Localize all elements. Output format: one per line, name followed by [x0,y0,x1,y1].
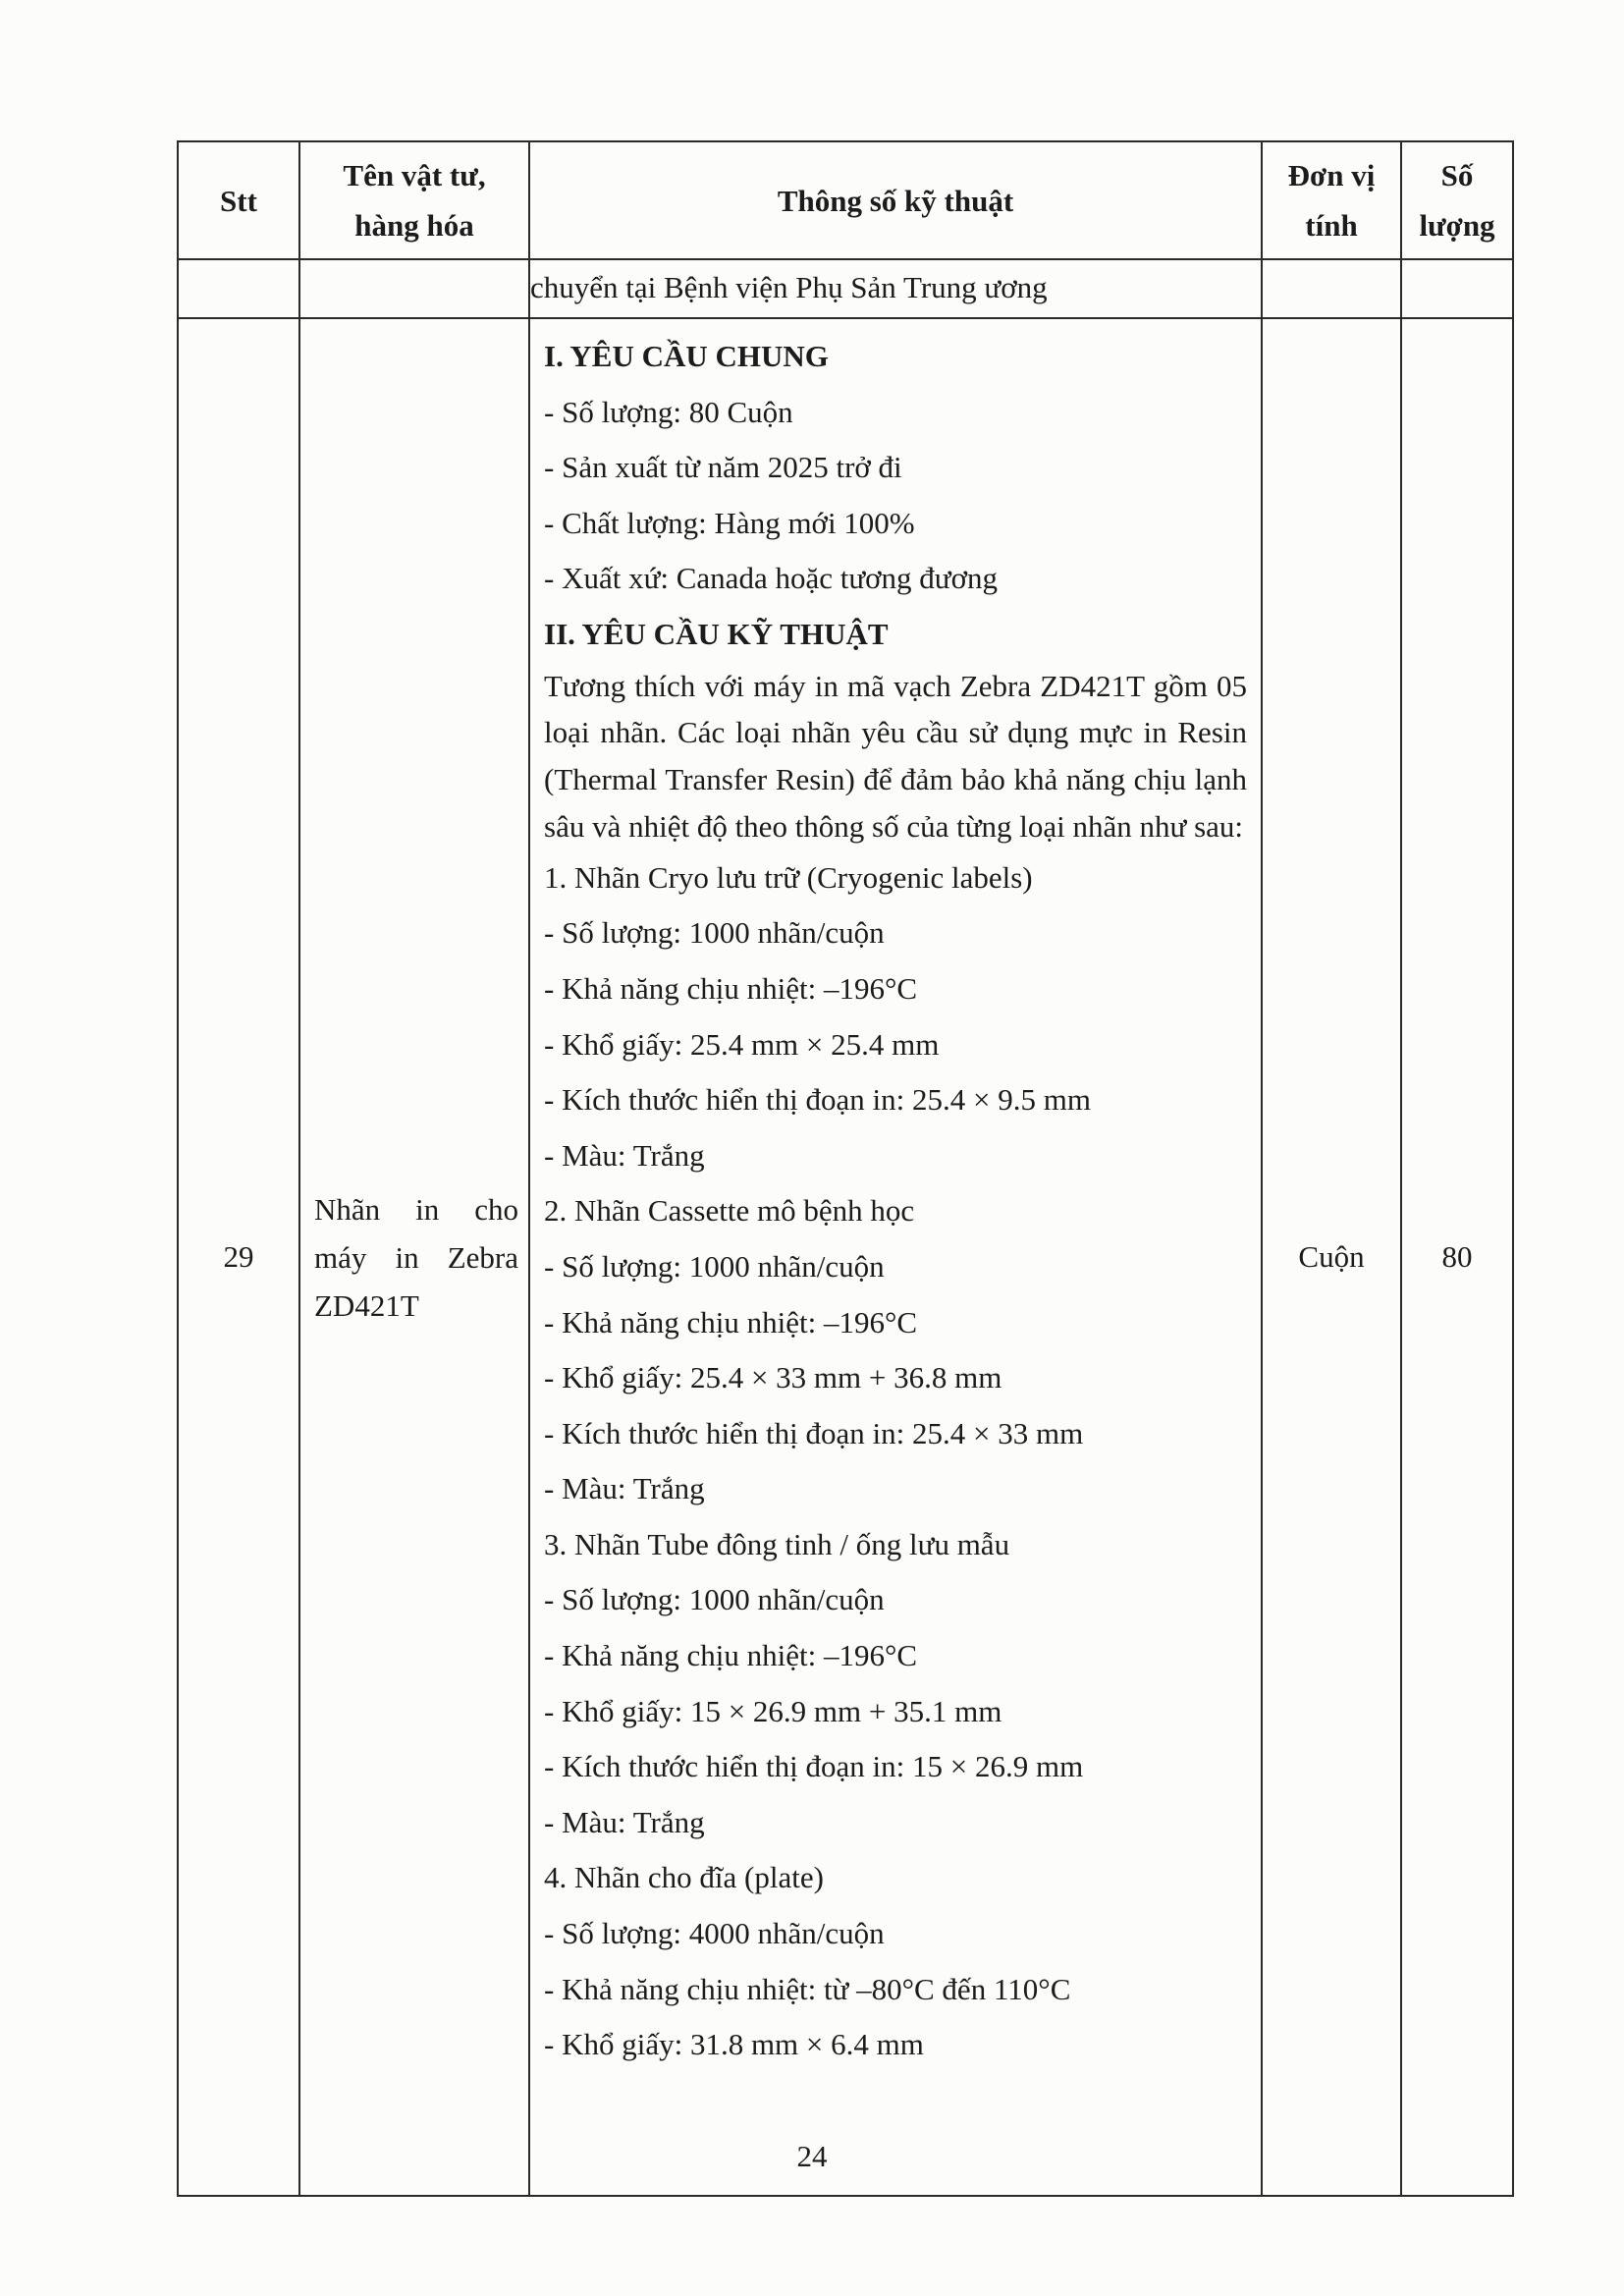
spec-line: - Khổ giấy: 25.4 mm × 25.4 mm [544,1026,940,1062]
spec-line: - Số lượng: 1000 nhãn/cuộn [544,1582,885,1617]
header-unit [1262,141,1401,259]
header-qty-line-1: Số [1440,158,1474,192]
section-heading: I. YÊU CẦU CHUNG [544,339,829,373]
header-qty [1401,141,1513,259]
spec-line: - Khả năng chịu nhiệt: –196°C [544,1638,918,1673]
continuation-stt-cell [178,259,299,318]
item-spec [529,318,1262,2196]
spec-line: - Màu: Trắng [544,1137,705,1173]
spec-line: - Xuất xứ: Canada hoặc tương đương [544,561,998,596]
header-name-line-1: Tên vật tư, [343,158,486,192]
section-heading: II. YÊU CẦU KỸ THUẬT [544,616,889,651]
spec-line: 3. Nhãn Tube đông tinh / ống lưu mẫu [544,1526,1010,1561]
continuation-name-cell [299,259,529,318]
table-row [178,318,1513,2196]
spec-line: - Số lượng: 1000 nhãn/cuộn [544,915,885,951]
spec-line: - Số lượng: 4000 nhãn/cuộn [544,1916,885,1951]
spec-line: - Khổ giấy: 15 × 26.9 mm + 35.1 mm [544,1693,1002,1728]
spec-line: 4. Nhãn cho đĩa (plate) [544,1860,824,1895]
page-number: 24 [796,2139,828,2173]
header-unit-line-1: Đơn vị [1287,158,1376,192]
spec-label-details [544,850,1251,2073]
header-row [178,141,1513,259]
item-stt: 29 [178,318,299,2196]
spec-table [177,140,1514,2197]
spec-line: - Khổ giấy: 25.4 × 33 mm + 36.8 mm [544,1360,1002,1395]
spec-line: - Khả năng chịu nhiệt: từ –80°C đến 110°C [544,1971,1071,2006]
item-qty: 80 [1401,318,1513,2196]
header-qty-line-2: lượng [1419,208,1495,243]
header-name [299,141,529,259]
header-stt: Stt [178,141,299,259]
spec-line: - Khả năng chịu nhiệt: –196°C [544,970,918,1006]
continuation-row [178,259,1513,318]
spec-line: - Số lượng: 80 Cuộn [544,394,793,429]
spec-line: - Màu: Trắng [544,1804,705,1839]
spec-line: - Màu: Trắng [544,1471,705,1506]
spec-requirements-general [544,329,1251,663]
spec-line: - Sản xuất từ năm 2025 trở đi [544,450,902,485]
continuation-text: chuyển tại Bệnh viện Phụ Sản Trung ương [529,259,1262,318]
spec-paragraph: Tương thích với máy in mã vạch Zebra ZD421T gồm 05 loại nhãn. Các loại nhãn yêu cầu sử dụng mực in Resin (Thermal Transfer Resin) để đảm bảo khả năng chịu lạnh sâu và nhiệt độ theo thông số của từng loại nhãn như sau: [544,668,1247,844]
item-unit: Cuộn [1262,318,1401,2196]
continuation-qty-cell [1401,259,1513,318]
spec-line: - Khả năng chịu nhiệt: –196°C [544,1304,918,1339]
spec-line: 1. Nhãn Cryo lưu trữ (Cryogenic labels) [544,859,1033,895]
header-name-line-2: hàng hóa [354,208,474,243]
spec-line: - Số lượng: 1000 nhãn/cuộn [544,1248,885,1284]
spec-line: - Khổ giấy: 31.8 mm × 6.4 mm [544,2027,924,2062]
header-unit-line-2: tính [1305,208,1358,243]
item-name: Nhãn in cho máy in Zebra ZD421T [299,318,529,2196]
spec-line: - Chất lượng: Hàng mới 100% [544,505,915,540]
continuation-unit-cell [1262,259,1401,318]
spec-line: - Kích thước hiển thị đoạn in: 25.4 × 9.5 mm [544,1082,1091,1118]
spec-line: - Kích thước hiển thị đoạn in: 25.4 × 33 mm [544,1415,1084,1450]
spec-line: - Kích thước hiển thị đoạn in: 15 × 26.9 mm [544,1749,1084,1784]
spec-line: 2. Nhãn Cassette mô bệnh học [544,1193,915,1229]
header-spec: Thông số kỹ thuật [529,141,1262,259]
